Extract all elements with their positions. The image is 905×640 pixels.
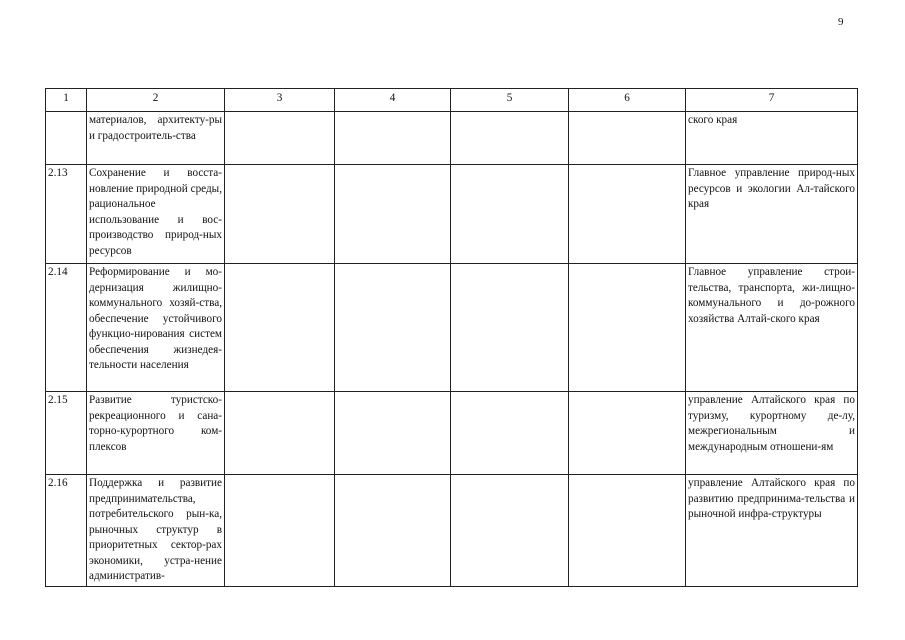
column-header: 6 [569,89,686,112]
page-number: 9 [838,16,844,28]
measure-name: Сохранение и восста-новление природной среды, рациональное использование и вос-производство природ-ных ресурсов [87,165,225,264]
program-table [45,88,858,587]
cell-col6 [569,392,686,475]
row-number: 2.13 [46,165,87,264]
table-row [46,264,858,392]
column-header: 5 [451,89,569,112]
cell-col3 [225,165,335,264]
cell-col4 [335,264,451,392]
row-number: 2.16 [46,475,87,587]
cell-col3 [225,264,335,392]
column-header: 7 [686,89,858,112]
cell-col6 [569,165,686,264]
responsible-body: управление Алтайского края по туризму, курортному де-лу, межрегиональным и международным отношени-ям [686,392,858,475]
table-row [46,475,858,587]
responsible-body: Главное управление природ-ных ресурсов и экологии Ал-тайского края [686,165,858,264]
measure-name: Реформирование и мо-дернизация жилищно-коммунального хозяй-ства, обеспечение устойчивого функцио-нирования систем обеспечения жизнедея-тельности населения [87,264,225,392]
column-header: 3 [225,89,335,112]
measure-name: Развитие туристско-рекреационного и сана-торно-курортного ком-плексов [87,392,225,475]
cell-col5 [451,264,569,392]
cell-col4 [335,112,451,165]
responsible-body: ского края [686,112,858,165]
cell-col5 [451,165,569,264]
cell-col5 [451,392,569,475]
cell-col6 [569,475,686,587]
cell-col3 [225,475,335,587]
cell-col5 [451,475,569,587]
row-number: 2.14 [46,264,87,392]
responsible-body: Главное управление строи-тельства, транспорта, жи-лищно-коммунального и до-рожного хозяйства Алтай-ского края [686,264,858,392]
measure-name: Поддержка и развитие предпринимательства, потребительского рын-ка, рыночных структур в приоритетных сектор-рах экономики, устра-нение административ- [87,475,225,587]
cell-col6 [569,112,686,165]
cell-col4 [335,392,451,475]
cell-col3 [225,392,335,475]
cell-col4 [335,475,451,587]
cell-col3 [225,112,335,165]
row-number: 2.15 [46,392,87,475]
column-header: 4 [335,89,451,112]
measure-name: материалов, архитекту-ры и градостроитель-ства [87,112,225,165]
table-row [46,165,858,264]
table-row [46,392,858,475]
table-row [46,112,858,165]
cell-col6 [569,264,686,392]
row-number [46,112,87,165]
table-header-row [46,89,858,112]
responsible-body: управление Алтайского края по развитию предпринима-тельства и рыночной инфра-структуры [686,475,858,587]
cell-col4 [335,165,451,264]
cell-col5 [451,112,569,165]
column-header: 1 [46,89,87,112]
column-header: 2 [87,89,225,112]
